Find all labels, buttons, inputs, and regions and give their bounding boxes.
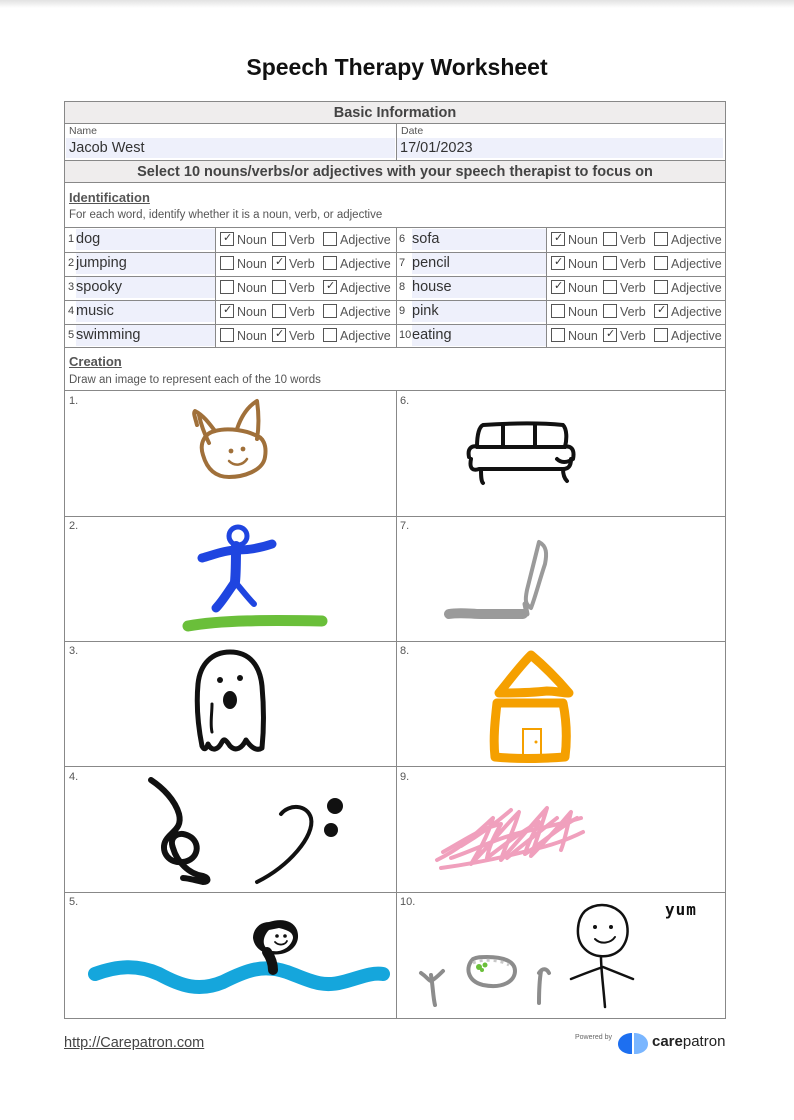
word-field[interactable]: pencil xyxy=(412,253,546,274)
verb-checkbox[interactable] xyxy=(603,232,617,246)
noun-checkbox[interactable] xyxy=(220,280,234,294)
divider xyxy=(396,124,397,160)
noun-label: Noun xyxy=(568,305,598,319)
divider xyxy=(65,766,725,767)
top-shadow xyxy=(0,0,794,8)
adjective-checkbox[interactable] xyxy=(654,280,668,294)
noun-checkbox[interactable] xyxy=(551,304,565,318)
cell-label: 4. xyxy=(69,771,79,783)
divider xyxy=(396,390,397,1018)
adjective-label: Adjective xyxy=(340,281,391,295)
adjective-checkbox[interactable] xyxy=(323,232,337,246)
cell-label: 1. xyxy=(69,395,79,407)
word-field[interactable]: spooky xyxy=(76,277,215,298)
word-field[interactable]: music xyxy=(76,301,215,322)
divider xyxy=(65,227,725,228)
verb-checkbox[interactable] xyxy=(272,304,286,318)
verb-label: Verb xyxy=(620,281,646,295)
word-number: 9 xyxy=(399,305,406,317)
noun-checkbox[interactable] xyxy=(220,256,234,270)
name-field[interactable]: Jacob West xyxy=(66,138,395,158)
verb-label: Verb xyxy=(289,281,315,295)
divider xyxy=(65,641,725,642)
dog-face-icon[interactable] xyxy=(185,395,275,487)
word-number: 10 xyxy=(399,329,412,341)
adjective-checkbox[interactable] xyxy=(323,328,337,342)
check-icon: ✓ xyxy=(606,328,616,340)
jumping-figure-icon[interactable] xyxy=(180,520,330,635)
noun-checkbox[interactable] xyxy=(551,256,565,270)
divider xyxy=(215,227,216,347)
word-number: 2 xyxy=(68,257,75,269)
verb-label: Verb xyxy=(620,257,646,271)
worksheet xyxy=(64,101,726,1019)
verb-checkbox[interactable] xyxy=(603,280,617,294)
check-icon: ✓ xyxy=(223,232,233,244)
word-number: 3 xyxy=(68,281,75,293)
noun-checkbox[interactable] xyxy=(551,328,565,342)
verb-checkbox[interactable] xyxy=(272,328,286,342)
noun-checkbox[interactable] xyxy=(551,232,565,246)
verb-label: Verb xyxy=(289,233,315,247)
adjective-label: Adjective xyxy=(340,257,391,271)
noun-checkbox[interactable] xyxy=(551,280,565,294)
ghost-icon[interactable] xyxy=(190,646,270,758)
word-field[interactable]: sofa xyxy=(412,229,546,250)
word-field[interactable]: swimming xyxy=(76,325,215,346)
cell-label: 10. xyxy=(400,896,416,908)
adjective-label: Adjective xyxy=(671,305,722,319)
carepatron-brand xyxy=(652,1033,725,1050)
verb-checkbox[interactable] xyxy=(603,256,617,270)
noun-checkbox[interactable] xyxy=(220,328,234,342)
adjective-checkbox[interactable] xyxy=(654,328,668,342)
house-icon[interactable] xyxy=(485,647,577,765)
word-field[interactable]: pink xyxy=(412,301,546,322)
brand-bold: care xyxy=(652,1033,683,1050)
noun-checkbox[interactable] xyxy=(220,232,234,246)
verb-checkbox[interactable] xyxy=(603,304,617,318)
check-icon: ✓ xyxy=(275,328,285,340)
cell-label: 3. xyxy=(69,645,79,657)
adjective-label: Adjective xyxy=(671,233,722,247)
word-number: 1 xyxy=(68,233,75,245)
adjective-checkbox[interactable] xyxy=(654,232,668,246)
pencil-icon[interactable] xyxy=(441,534,557,634)
cell-label: 2. xyxy=(69,520,79,532)
date-field[interactable]: 17/01/2023 xyxy=(397,138,723,158)
date-label: Date xyxy=(401,125,424,137)
verb-label: Verb xyxy=(620,329,646,343)
verb-label: Verb xyxy=(289,305,315,319)
noun-label: Noun xyxy=(237,329,267,343)
noun-label: Noun xyxy=(237,281,267,295)
word-number: 5 xyxy=(68,329,75,341)
identification-instruction: For each word, identify whether it is a noun, verb, or adjective xyxy=(69,209,383,221)
noun-label: Noun xyxy=(568,233,598,247)
adjective-checkbox[interactable] xyxy=(323,280,337,294)
noun-checkbox[interactable] xyxy=(220,304,234,318)
adjective-label: Adjective xyxy=(671,281,722,295)
powered-by-label: Powered by xyxy=(575,1034,612,1041)
divider xyxy=(65,516,725,517)
basic-info-header: Basic Information xyxy=(65,102,725,124)
swimmer-icon[interactable] xyxy=(87,908,392,1008)
carepatron-logo-icon xyxy=(618,1031,650,1055)
creation-instruction: Draw an image to represent each of the 10 words xyxy=(69,374,321,386)
adjective-checkbox[interactable] xyxy=(323,304,337,318)
verb-checkbox[interactable] xyxy=(272,256,286,270)
divider xyxy=(65,390,725,391)
page-title: Speech Therapy Worksheet xyxy=(246,54,548,80)
identification-heading: Identification xyxy=(69,190,150,205)
cell-label: 7. xyxy=(400,520,410,532)
noun-label: Noun xyxy=(237,257,267,271)
word-field[interactable]: eating xyxy=(412,325,546,346)
brand-rest: patron xyxy=(682,1033,726,1050)
word-field[interactable]: house xyxy=(412,277,546,298)
noun-label: Noun xyxy=(237,305,267,319)
check-icon: ✓ xyxy=(223,304,233,316)
adjective-checkbox[interactable] xyxy=(323,256,337,270)
cell-label: 6. xyxy=(400,395,410,407)
adjective-label: Adjective xyxy=(340,305,391,319)
adjective-label: Adjective xyxy=(671,257,722,271)
divider xyxy=(546,227,547,347)
adjective-checkbox[interactable] xyxy=(654,256,668,270)
divider xyxy=(65,892,725,893)
word-field[interactable]: dog xyxy=(76,229,215,250)
select-words-header: Select 10 nouns/verbs/or adjectives with your speech therapist to focus on xyxy=(65,161,725,183)
noun-label: Noun xyxy=(237,233,267,247)
carepatron-link[interactable]: http://Carepatron.com xyxy=(64,1035,205,1051)
noun-label: Noun xyxy=(568,257,598,271)
check-icon: ✓ xyxy=(326,280,336,292)
verb-checkbox[interactable] xyxy=(603,328,617,342)
music-clefs-icon[interactable] xyxy=(143,770,353,892)
noun-label: Noun xyxy=(568,281,598,295)
divider xyxy=(65,347,725,348)
word-number: 6 xyxy=(399,233,406,245)
yum-text: yum xyxy=(665,900,697,919)
verb-label: Verb xyxy=(289,257,315,271)
divider xyxy=(396,227,397,347)
verb-label: Verb xyxy=(620,305,646,319)
verb-checkbox[interactable] xyxy=(272,232,286,246)
word-field[interactable]: jumping xyxy=(76,253,215,274)
name-label: Name xyxy=(69,125,98,137)
verb-checkbox[interactable] xyxy=(272,280,286,294)
creation-heading: Creation xyxy=(69,354,122,369)
check-icon: ✓ xyxy=(554,232,564,244)
word-number: 7 xyxy=(399,257,406,269)
adjective-checkbox[interactable] xyxy=(654,304,668,318)
cell-label: 8. xyxy=(400,645,410,657)
word-number: 8 xyxy=(399,281,406,293)
pink-scribble-icon[interactable] xyxy=(431,788,591,878)
adjective-label: Adjective xyxy=(340,329,391,343)
check-icon: ✓ xyxy=(657,304,667,316)
check-icon: ✓ xyxy=(554,256,564,268)
sofa-icon[interactable] xyxy=(463,417,579,489)
word-number: 4 xyxy=(68,305,75,317)
adjective-label: Adjective xyxy=(671,329,722,343)
check-icon: ✓ xyxy=(554,280,564,292)
check-icon: ✓ xyxy=(275,256,285,268)
adjective-label: Adjective xyxy=(340,233,391,247)
verb-label: Verb xyxy=(620,233,646,247)
cell-label: 5. xyxy=(69,896,79,908)
noun-label: Noun xyxy=(568,329,598,343)
verb-label: Verb xyxy=(289,329,315,343)
cell-label: 9. xyxy=(400,771,410,783)
